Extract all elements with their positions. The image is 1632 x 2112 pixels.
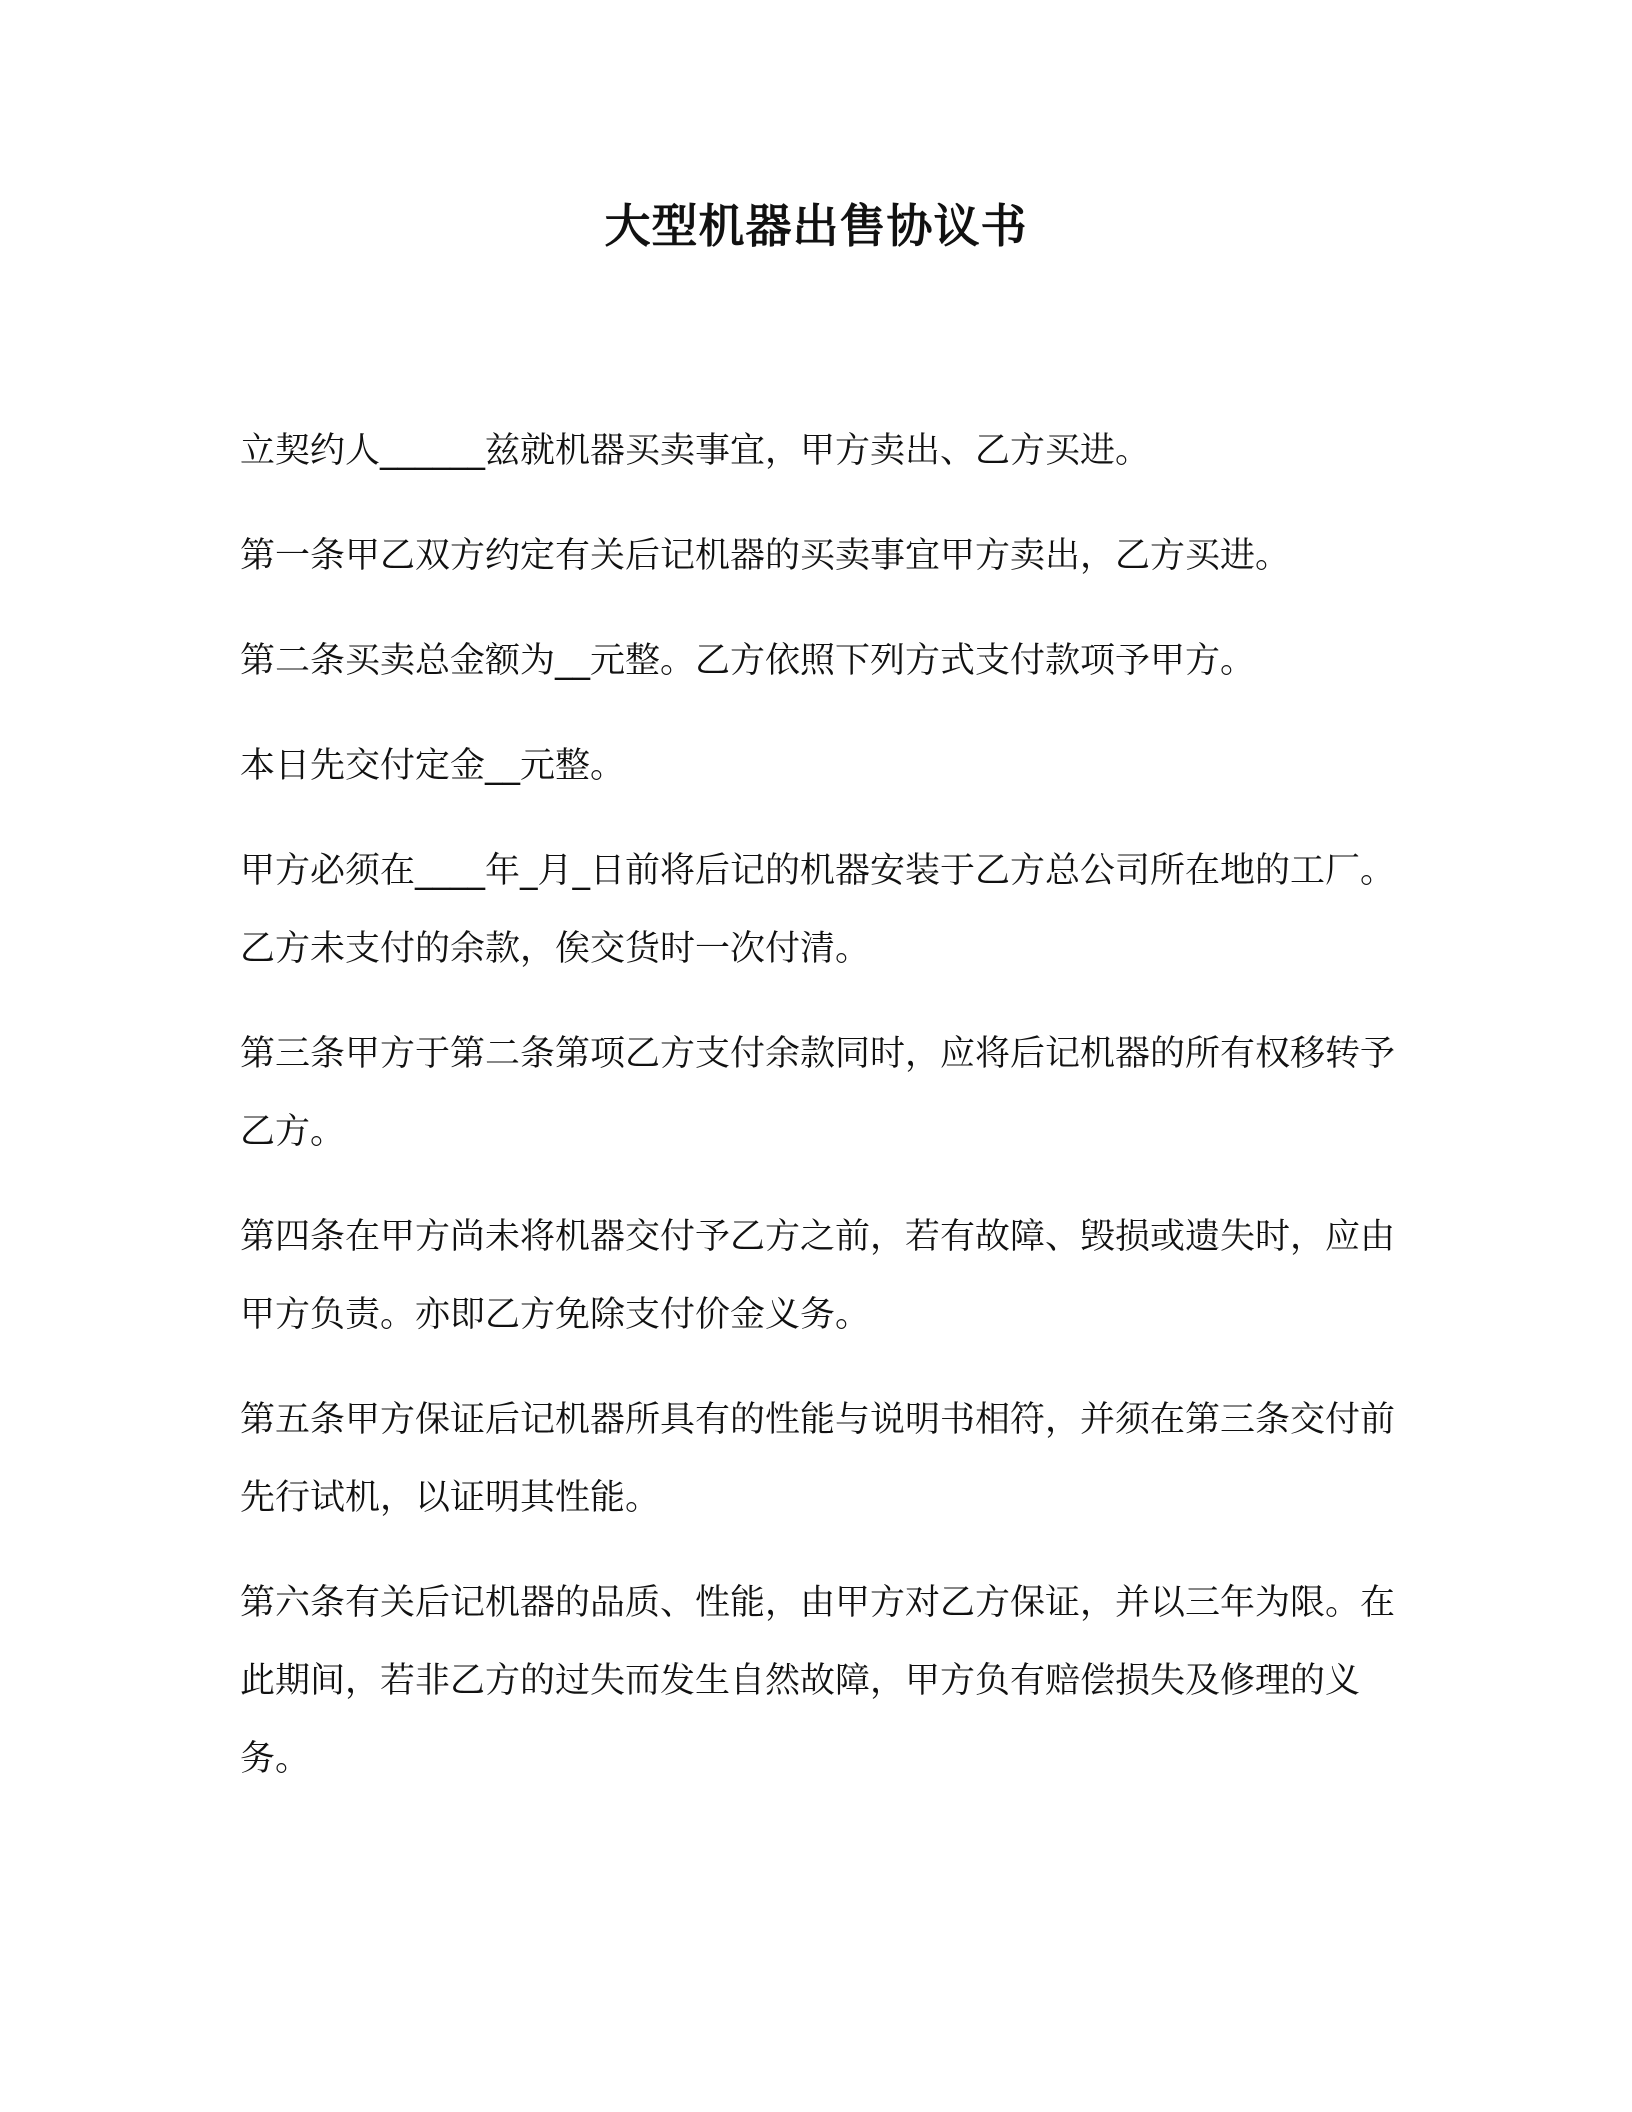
paragraph-article-1: 第一条甲乙双方约定有关后记机器的买卖事宜甲方卖出，乙方买进。 — [240, 536, 1291, 576]
paragraph-article-5: 第五条甲方保证后记机器所具有的性能与说明书相符，并须在第三条交付前先行试机，以证明其性能。 — [240, 1400, 1396, 1518]
document-title: 大型机器出售协议书 — [604, 199, 1028, 253]
paragraph-article-6: 第六条有关后记机器的品质、性能，由甲方对乙方保证，并以三年为限。在此期间，若非乙方的过失而发生自然故障，甲方负有赔偿损失及修理的义务。 — [240, 1583, 1396, 1779]
document-body — [240, 412, 1400, 1825]
paragraph-article-4: 第四条在甲方尚未将机器交付予乙方之前，若有故障、毁损或遗失时，应由甲方负责。亦即乙方免除支付价金义务。 — [240, 1217, 1396, 1335]
paragraph-installation: 甲方必须在____年_月_日前将后记的机器安装于乙方总公司所在地的工厂。乙方未支付的余款，俟交货时一次付清。 — [240, 851, 1396, 969]
paragraph-article-3: 第三条甲方于第二条第项乙方支付余款同时，应将后记机器的所有权移转予乙方。 — [240, 1034, 1396, 1152]
paragraph-article-2: 第二条买卖总金额为__元整。乙方依照下列方式支付款项予甲方。 — [240, 641, 1256, 681]
paragraph-deposit: 本日先交付定金__元整。 — [240, 746, 626, 786]
paragraph-preamble: 立契约人______兹就机器买卖事宜，甲方卖出、乙方买进。 — [240, 431, 1151, 471]
